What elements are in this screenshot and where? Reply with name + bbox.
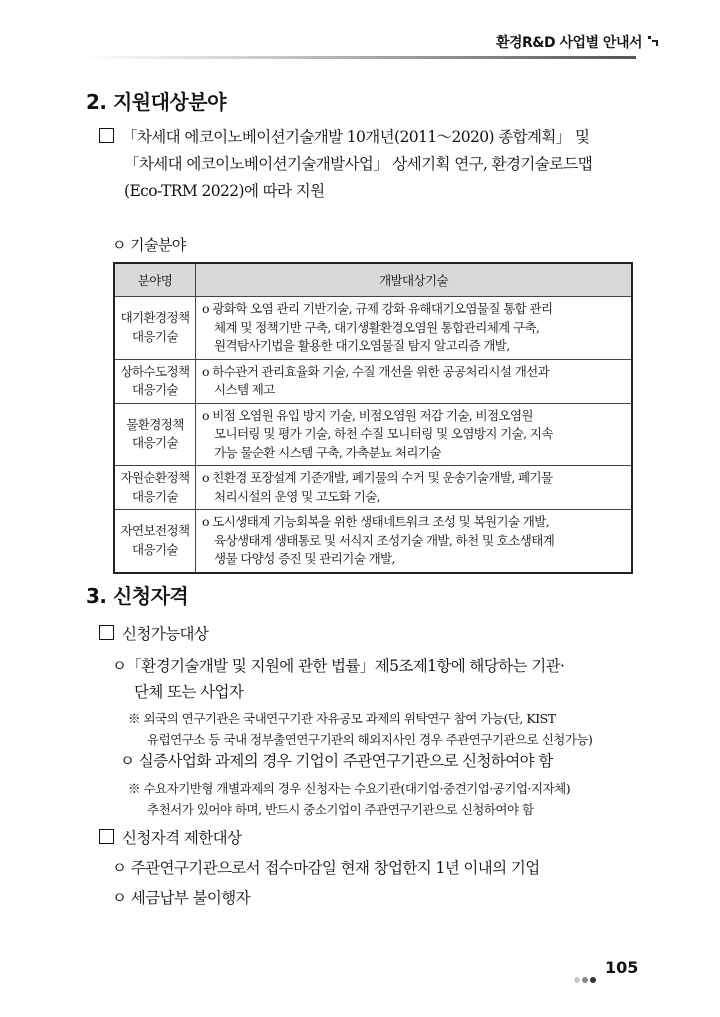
tech-line: o 도시생태계 기능회복을 위한 생태네트워크 조성 및 복원기술 개발, (202, 514, 550, 529)
intro-line-1: 「차세대 에코이노베이션기술개발 10개년(2011～2020) 종합계획」 및 (99, 125, 589, 147)
tech-line: o 친환경 포장설계 기준개발, 폐기물의 수거 및 운송기술개발, 폐기물 (202, 470, 553, 485)
note-foreign-1: ※ 외국의 연구기관은 국내연구기관 자유공모 과제의 위탁연구 참여 가능(단, KIST (128, 711, 556, 726)
category-line: 자연보전정책 (120, 523, 190, 539)
tech-line: o 비점 오염원 유입 방지 기술, 비점오염원 저감 기술, 비점오염원 (202, 407, 533, 423)
category-line: 대응기술 (132, 382, 178, 397)
table-cell-category (114, 510, 196, 573)
table-header-category: 분야명 (114, 263, 196, 297)
tech-line: 가능 물순환 시스템 구축, 가축분뇨 처리기술 (214, 444, 441, 460)
intro-line-3: (Eco-TRM 2022)에 따라 지원 (124, 182, 325, 200)
tech-line: 원격탐사기법을 활용한 대기오염물질 탐지 알고리즘 개발, (214, 338, 510, 353)
table-cell-category (114, 359, 196, 403)
eligible-line-3: ㅇ 실증사업화 과제의 경우 기업이 주관연구기관으로 신청하여야 함 (120, 752, 553, 770)
header-title: 환경R&D 사업별 안내서 (495, 35, 642, 51)
restrict-line-1: ㅇ 주관연구기관으로서 접수마감일 현재 창업한지 1년 이내의 기업 (112, 859, 540, 877)
eligible-heading: 신청가능대상 (99, 622, 208, 644)
table-cell-category (114, 297, 196, 360)
dot-2 (582, 977, 588, 983)
table-header-tech: 개발대상기술 (196, 263, 633, 297)
category-line: 상하수도정책 (120, 363, 190, 379)
checkbox-square-icon (99, 128, 114, 143)
note-demand-1: ※ 수요자기반형 개별과제의 경우 신청자는 수요기관(대기업·중견기업·공기업·지자체) (128, 781, 571, 796)
corner-mark-icon (648, 36, 658, 46)
category-line: 대응기술 (132, 435, 178, 451)
table-cell-tech (196, 403, 633, 466)
table-cell-tech (196, 359, 633, 403)
table-cell-tech (196, 297, 633, 360)
tech-field-subhead: ㅇ 기술분야 (112, 236, 186, 254)
category-line: 자원순환정책 (120, 470, 190, 485)
checkbox-square-icon (99, 829, 114, 844)
table-row (114, 297, 632, 360)
checkbox-square-icon (99, 625, 114, 640)
section-2-title: 2. 지원대상분야 (86, 90, 226, 114)
eligible-line-2: 단체 또는 사업자 (134, 683, 244, 701)
table-cell-tech (196, 510, 633, 573)
tech-line: 생물 다양성 증진 및 관리기술 개발, (214, 551, 395, 566)
note-foreign-2: 유럽연구소 등 국내 정부출연연구기관의 해외지사인 경우 주관연구기관으로 신청가능) (147, 732, 593, 747)
table-cell-category (114, 466, 196, 510)
table-row (114, 359, 632, 403)
page-number: 105 (605, 958, 639, 977)
category-line: 물환경정책 (126, 416, 184, 432)
tech-line: 처리시설의 운영 및 고도화 기술, (214, 488, 381, 504)
category-line: 대응기술 (132, 488, 178, 504)
category-line: 대기환경정책 (120, 310, 190, 326)
intro-line-2: 「차세대 에코이노베이션기술개발사업」 상세기획 연구, 환경기술로드맵 (124, 155, 593, 173)
category-line: 대응기술 (132, 328, 178, 344)
tech-line: o 하수관거 관리효율화 기술, 수질 개선을 위한 공공처리시설 개선과 (202, 363, 550, 379)
table-cell-category (114, 403, 196, 466)
table-cell-tech (196, 466, 633, 510)
table-row (114, 403, 632, 466)
table-row (114, 466, 632, 510)
header-rule (84, 56, 636, 59)
category-line: 대응기술 (132, 541, 178, 557)
restrict-line-2: ㅇ 세금납부 불이행자 (112, 889, 251, 907)
dot-3 (590, 977, 596, 983)
page-dots-icon (574, 968, 598, 987)
note-demand-2: 추천서가 있어야 하며, 반드시 중소기업이 주관연구기관으로 신청하여야 함 (147, 802, 534, 817)
tech-line: 시스템 제고 (214, 382, 275, 397)
restrict-heading: 신청자격 제한대상 (99, 826, 241, 848)
tech-line: 육상생태계 생태통로 및 서식지 조성기술 개발, 하천 및 호소생태계 (214, 532, 555, 548)
tech-line: 모니터링 및 평가 기술, 하천 수질 모니터링 및 오염방지 기술, 지속 (214, 426, 553, 441)
tech-field-table (113, 262, 633, 574)
tech-line: o 광화학 오염 관리 기반기술, 규제 강화 유해대기오염물질 통합 관리 (202, 301, 553, 316)
section-3-title: 3. 신청자격 (86, 584, 189, 608)
table-header-row (114, 263, 632, 297)
table-row (114, 510, 632, 573)
tech-line: 체계 및 정책기반 구축, 대기생활환경오염원 통합관리체계 구축, (214, 319, 540, 335)
dot-1 (574, 977, 580, 983)
eligible-line-1: ㅇ「환경기술개발 및 지원에 관한 법률」제5조제1항에 해당하는 기관· (112, 657, 565, 675)
